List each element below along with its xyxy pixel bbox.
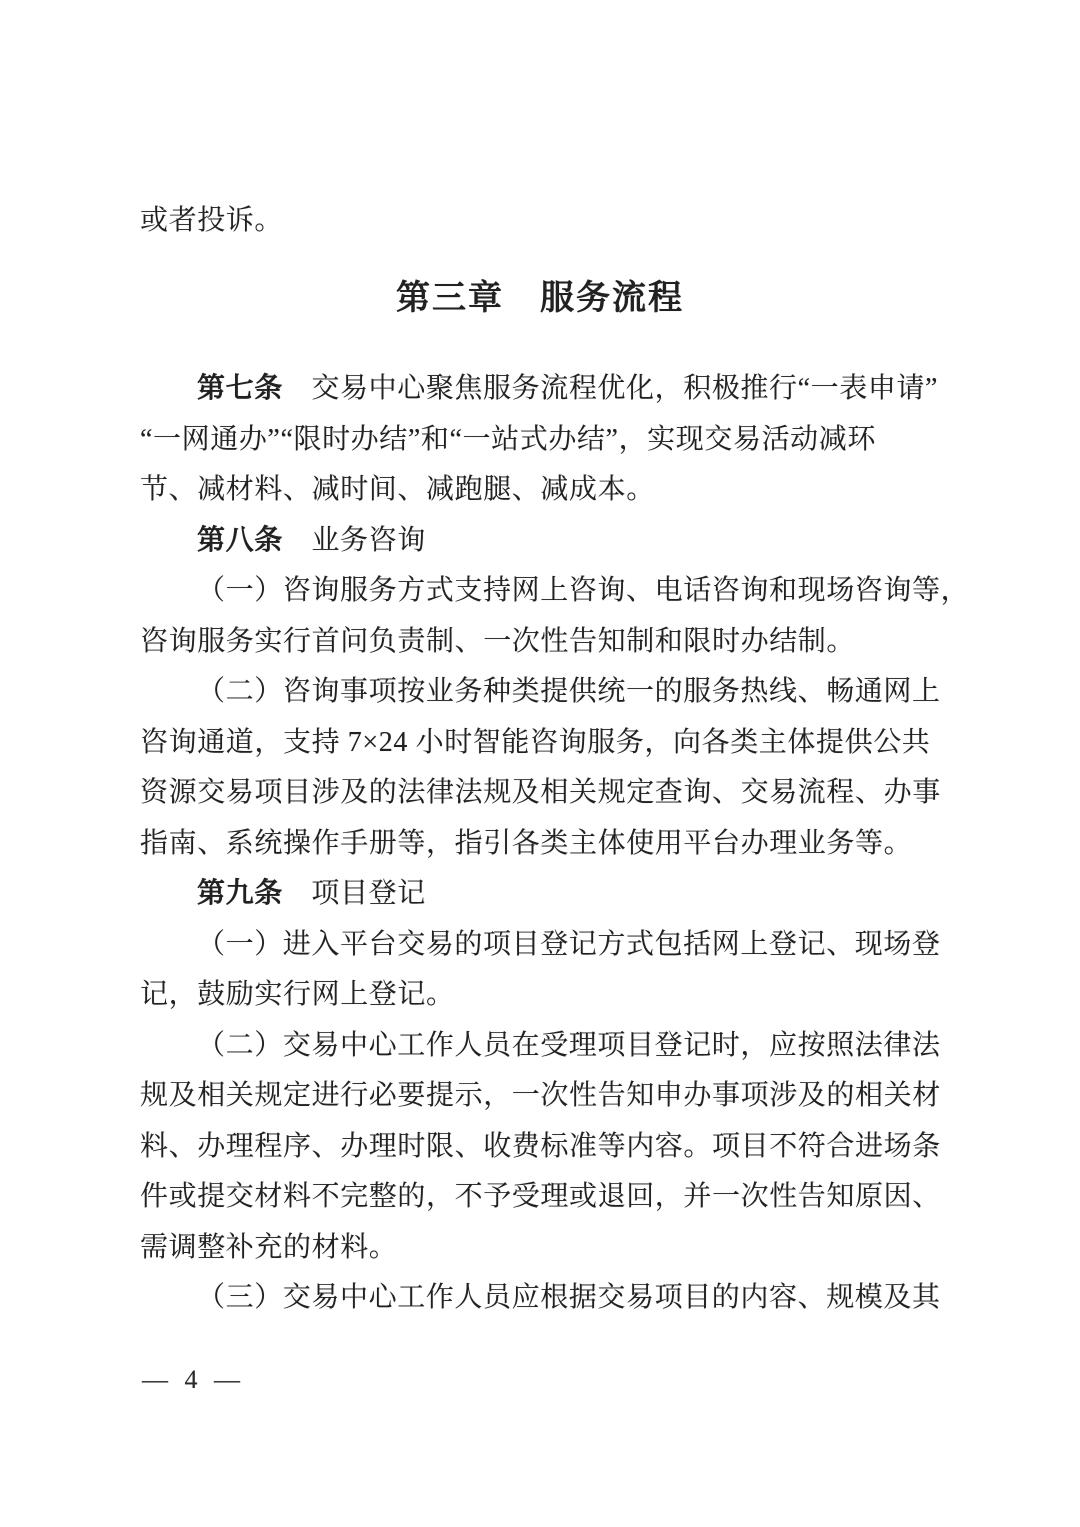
text-line: 规及相关规定进行必要提示，一次性告知申办事项涉及的相关材 [140,1080,941,1111]
text-line: 咨询服务实行首问负责制、一次性告知制和限时办结制。 [140,625,856,657]
text-line: （一）咨询服务方式支持网上咨询、电话咨询和现场咨询等， [197,575,970,606]
document-body [140,364,970,1324]
article-number: 第八条 [197,524,283,556]
text-line: 咨询通道，支持 7×24 小时智能咨询服务，向各类主体提供公共 [140,726,931,758]
text-line: 第九条 项目登记 [197,878,426,909]
text-line: 件或提交材料不完整的，不予受理或退回，并一次性告知原因、 [140,1181,941,1212]
page-number: — 4 — [142,1365,245,1394]
text-line: （一）进入平台交易的项目登记方式包括网上登记、现场登 [197,928,941,960]
article-number: 第七条 [197,373,283,404]
text-line: “一网通办”“限时办结”和“一站式办结”，实现交易活动减环 [140,423,876,455]
chapter-heading: 第三章 服务流程 [396,280,684,317]
text-line: （二）交易中心工作人员在受理项目登记时，应按照法律法 [197,1029,941,1061]
text-line: 第七条 交易中心聚焦服务流程优化，积极推行“一表申请” [197,373,939,404]
text-line: 记，鼓励实行网上登记。 [140,979,455,1010]
text-line: 指南、系统操作手册等，指引各类主体使用平台办理业务等。 [140,827,913,859]
text-line: 第八条 业务咨询 [197,524,426,556]
text-line: 料、办理程序、办理时限、收费标准等内容。项目不符合进场条 [140,1130,941,1162]
text-line: （三）交易中心工作人员应根据交易项目的内容、规模及其 [197,1282,941,1313]
text-line: 需调整补充的材料。 [140,1231,398,1263]
text-line: 节、减材料、减时间、减跑腿、减成本。 [140,474,655,505]
text-line: 资源交易项目涉及的法律法规及相关规定查询、交易流程、办事 [140,777,941,808]
text-line: （二）咨询事项按业务种类提供统一的服务热线、畅通网上 [197,676,941,707]
article-number: 第九条 [197,878,283,909]
paragraph-continuation: 或者投诉。 [140,205,284,236]
